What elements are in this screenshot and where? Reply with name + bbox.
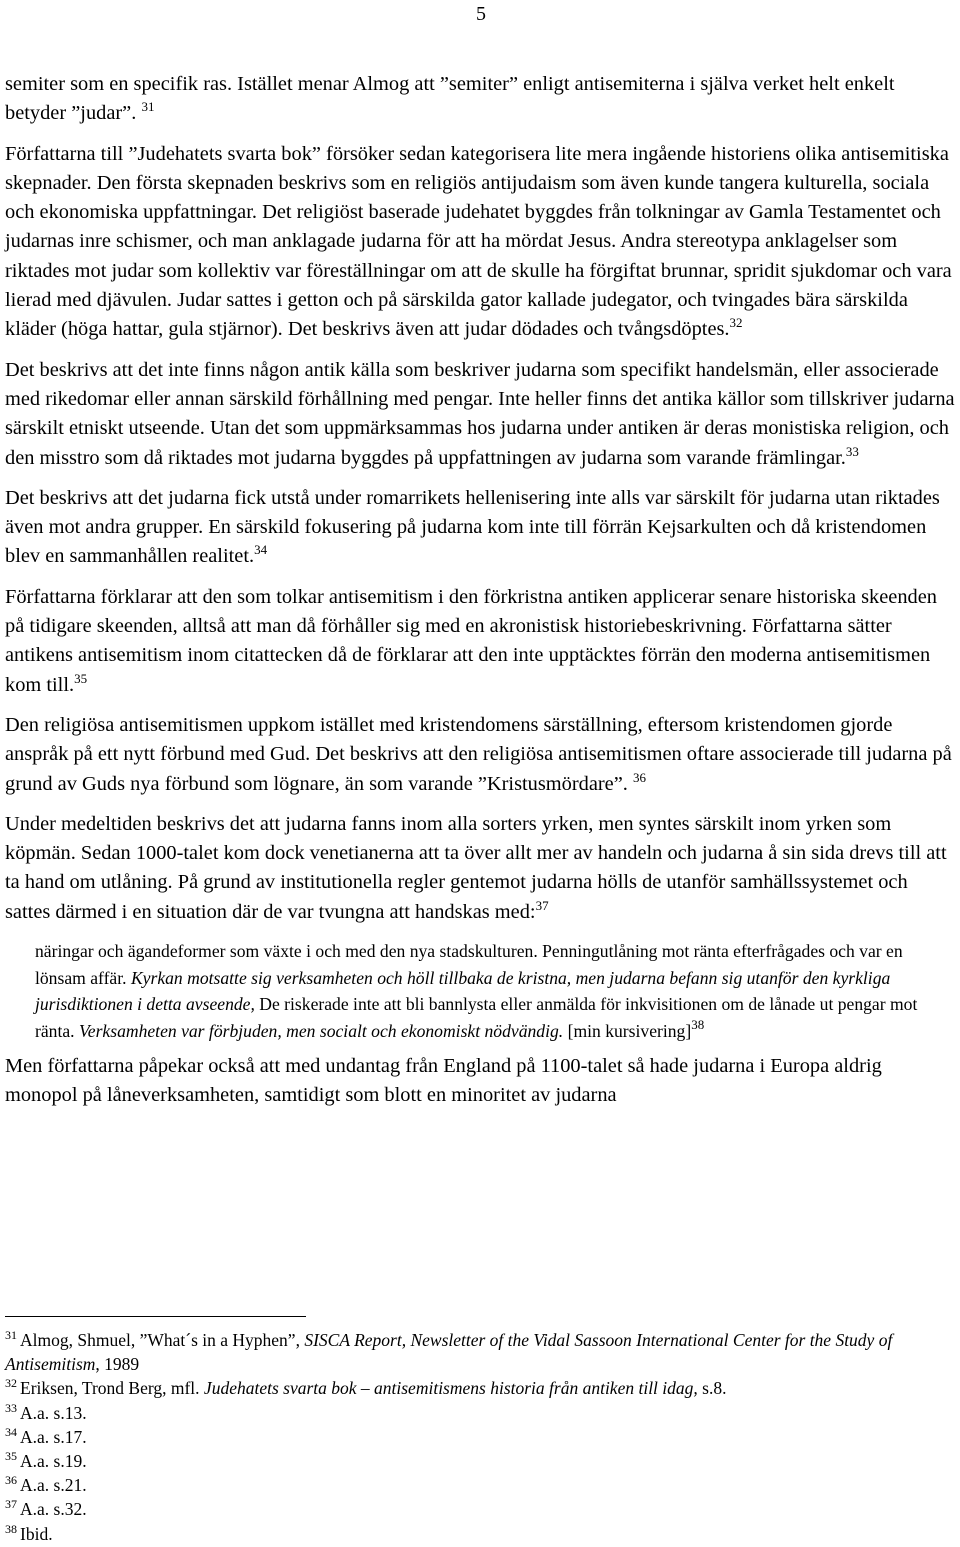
- footnote-divider: [5, 1316, 306, 1317]
- quote-text: [min kursivering]: [563, 1020, 692, 1041]
- footnote: [5, 1473, 955, 1497]
- paragraph-text: Författarna till ”Judehatets svarta bok” försöker sedan kategorisera lite mera ingående historiens olika antisemitiska skepnader. Den första skepnaden beskrivs som en religiös antijudaism som även kunde tangera kulturella, sociala och ekonomiska uppfattningar. Det religiöst baserade judehatet byggdes från tolkningar av Gamla Testamentet och judarnas inre schismer, och man anklagade judarna för att ha mördat Jesus. Andra stereotypa anklagelser som riktades mot judar som kollektiv var föreställningar om att de skulle ha förgiftat brunnar, spridit sjukdomar och vara lierad med djävulen. Judar sattes i getton och på särskilda gator kallade judegator, och tvingades bära särskilda kläder (höga hattar, gula stjärnor). Det beskrivs även att judar dödades och tvångsdöptes.: [5, 142, 952, 341]
- footnote: [5, 1522, 955, 1546]
- footnote: [5, 1328, 955, 1376]
- footnote-text: Eriksen, Trond Berg, mfl.: [20, 1378, 204, 1399]
- paragraph-text: Under medeltiden beskrivs det att judarna fanns inom alla sorters yrken, men syntes särskilt inom yrken som köpmän. Sedan 1000-talet kom dock venetianerna att ta över allt mer av handeln och judarna å sin sida drevs till att ta hand om utlåning. På grund av institutionella regler gentemot judarna hölls de utanför samhällssystemet och sattes därmed i en situation där de var tvungna att handskas med:: [5, 812, 947, 923]
- quote-text: näringar och ägandeformer som växte i och med den nya stadskulturen. Penningutlåning mot ränta efterfrågades och var en lönsam affär.: [35, 941, 903, 988]
- paragraph-text: Det beskrivs att det judarna fick utstå under romarrikets hellenisering inte alls var särskilt för judarna utan riktades även mot andra grupper. En särskild fokusering på judarna kom inte till förrän Kejsarkulten och då kristendomen blev en sammanhållen realitet.: [5, 486, 940, 568]
- footnote-text: s.8.: [697, 1378, 727, 1399]
- footnote-italic: SISCA Report, Newsletter of the Vidal Sassoon International Center for the Study of Antisemitism: [5, 1330, 893, 1375]
- footnote-text: A.a. s.13.: [20, 1402, 87, 1423]
- footnote-ref: 33: [845, 443, 859, 459]
- paragraph: [5, 70, 957, 129]
- footnote-number: 35: [5, 1449, 17, 1464]
- paragraph-text: Den religiösa antisemitismen uppkom istället med kristendomens särställning, eftersom kristendomen gjorde anspråk på ett nytt förbund med Gud. Det beskrivs att den religiösa antisemitismen oftare associerade till judarna på grund av Guds nya förbund som lögnare, än som varande ”Kristusmördare”.: [5, 713, 952, 795]
- footnote-number: 31: [5, 1328, 17, 1342]
- footnote-ref: 36: [633, 769, 646, 785]
- footnote-ref: 35: [74, 670, 88, 686]
- quote-italic: Verksamheten var förbjuden, men socialt och ekonomiskt nödvändig.: [78, 1020, 564, 1041]
- footnote: [5, 1497, 955, 1521]
- page-number: 5: [476, 3, 486, 25]
- paragraph-text: semiter som en specifik ras. Istället menar Almog att ”semiter” enligt antisemiterna i själva verket helt enkelt betyder ”judar”.: [5, 73, 895, 125]
- footnote: [5, 1401, 955, 1425]
- paragraph: [5, 711, 957, 799]
- paragraph-text: Det beskrivs att det inte finns någon antik källa som beskriver judarna som specifikt handelsmän, eller associerade med rikedomar eller annan särskild förhållning med pengar. Inte heller finns det antika källor som tillskriver judarna särskilt etniskt utseende. Utan det som uppmärksammas hos judarna under antiken är deras monistiska religion, och den misstro som då riktades mot judarna byggdes på uppfattningen av judarna som varande främlingar.: [5, 358, 955, 469]
- paragraph: [5, 1052, 957, 1111]
- footnote-text: A.a. s.17.: [20, 1426, 87, 1447]
- paragraph-text: Men författarna påpekar också att med undantag från England på 1100-talet så hade judarna i Europa aldrig monopol på låneverksamheten, samtidigt som blott en minoritet av judarna: [5, 1055, 882, 1107]
- paragraph: [5, 583, 957, 700]
- footnote: [5, 1449, 955, 1473]
- footnote-number: 37: [5, 1497, 17, 1512]
- footnotes: [5, 1328, 955, 1546]
- footnote: [5, 1376, 955, 1400]
- block-quote: [35, 938, 957, 1044]
- footnote-number: 33: [5, 1400, 17, 1415]
- footnote-number: 38: [5, 1521, 17, 1536]
- footnote-ref: 34: [254, 542, 268, 558]
- body-text: [5, 70, 957, 1122]
- footnote-ref: 31: [141, 99, 155, 115]
- quote-text: De riskerade inte att bli bannlysta eller anmälda för inkvisitionen om de lånade ut pengar mot ränta.: [35, 994, 918, 1041]
- footnote: [5, 1425, 955, 1449]
- footnote-ref: 32: [729, 315, 743, 331]
- footnote-ref: 37: [535, 897, 549, 913]
- footnote-text: , 1989: [95, 1354, 140, 1375]
- footnote-text: Almog, Shmuel, ”What´s in a Hyphen”,: [20, 1330, 305, 1350]
- quote-italic: Kyrkan motsatte sig verksamheten och höll tillbaka de kristna, men judarna befann sig utanför den kyrkliga jurisdiktionen i detta avseende,: [35, 967, 891, 1015]
- footnote-ref: 38: [691, 1016, 705, 1032]
- paragraph: [5, 810, 957, 927]
- footnote-text: Ibid.: [20, 1523, 53, 1544]
- footnote-number: 32: [5, 1376, 17, 1391]
- paragraph: [5, 484, 957, 572]
- footnote-text: A.a. s.32.: [20, 1499, 87, 1520]
- paragraph: [5, 140, 957, 345]
- footnote-number: 34: [5, 1424, 17, 1439]
- footnote-text: A.a. s.19.: [20, 1451, 87, 1472]
- footnote-number: 36: [5, 1473, 17, 1488]
- footnote-text: A.a. s.21.: [20, 1475, 87, 1496]
- paragraph-text: Författarna förklarar att den som tolkar antisemitism i den förkristna antiken applicerar senare historiska skeenden på tidigare skeenden, alltså att man då förhåller sig med en akronistisk historiebeskrivning. Författarna sätter antikens antisemitism inom citattecken då de förklarar att den inte upptäcktes förrän den moderna antisemitismen kom till.: [5, 585, 937, 696]
- footnote-italic: Judehatets svarta bok – antisemitismens historia från antiken till idag,: [203, 1378, 698, 1399]
- paragraph: [5, 356, 957, 473]
